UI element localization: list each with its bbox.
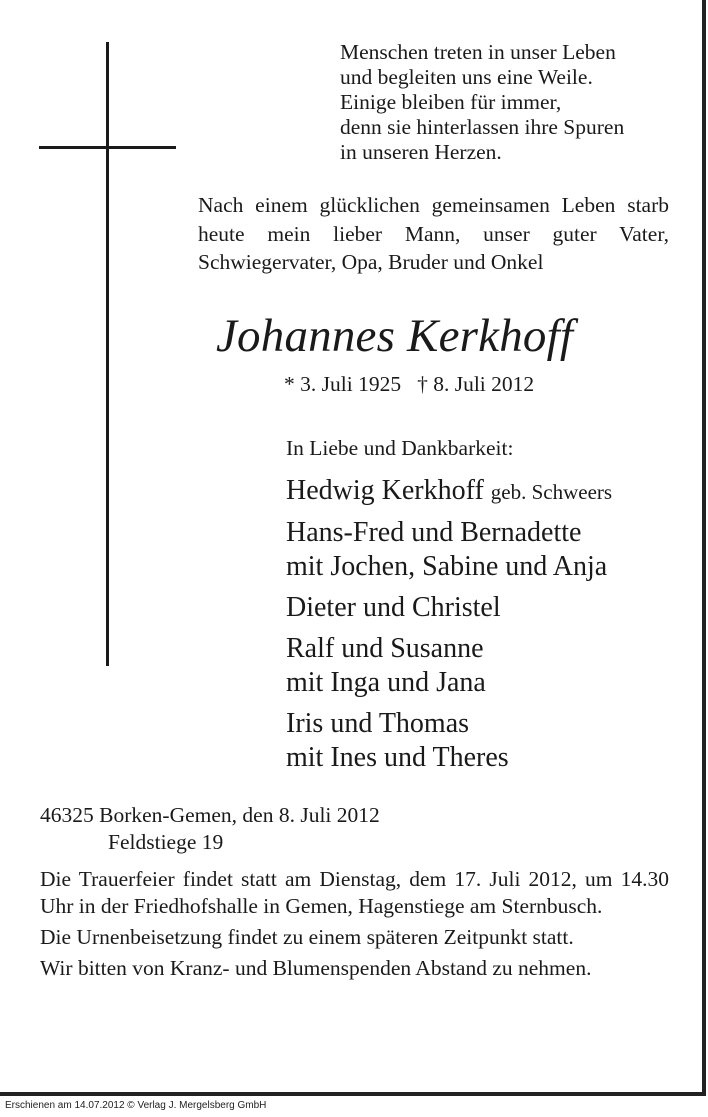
widow-nee: geb. Schweers — [490, 480, 613, 504]
mourner-group — [286, 707, 706, 775]
mourner-group — [286, 474, 706, 509]
mourners-heading: In Liebe und Dankbarkeit: — [286, 436, 514, 460]
publication-footer — [0, 1096, 708, 1117]
deceased-name: Johannes Kerkhoff — [216, 310, 574, 362]
mourner-group — [286, 516, 706, 584]
cross-icon-bar — [39, 146, 176, 149]
poem-line: denn sie hinterlassen ihre Spuren — [340, 115, 625, 139]
poem-line: und begleiten uns eine Weile. — [340, 65, 593, 89]
mourner-line: mit Jochen, Sabine und Anja — [286, 551, 608, 582]
note-paragraph: Die Trauerfeier findet statt am Dienstag, dem 17. Juli 2012, um 14.30 Uhr in der Friedhofshalle in Gemen, Hagenstiege am Sternbusch. — [40, 867, 669, 918]
cross-icon — [106, 42, 109, 666]
poem — [340, 40, 680, 165]
poem-line: Einige bleiben für immer, — [340, 90, 562, 114]
poem-line: Menschen treten in unser Leben — [340, 40, 616, 64]
life-dates — [284, 372, 534, 397]
mourner-group — [286, 632, 706, 700]
widow-name: Hedwig Kerkhoff — [286, 475, 484, 506]
mourner-line: Dieter und Christel — [286, 592, 501, 623]
place-date: 46325 Borken-Gemen, den 8. Juli 2012 — [40, 803, 380, 827]
poem-line: in unseren Herzen. — [340, 140, 502, 164]
widow-line — [286, 474, 706, 509]
mourner-line: Iris und Thomas — [286, 708, 470, 739]
intro-text: Nach einem glücklichen gemeinsamen Leben starb heute mein lieber Mann, unser guter Vater, Schwiegervater, Opa, Bruder und Onkel — [198, 193, 669, 274]
death-date: † 8. Juli 2012 — [417, 372, 535, 396]
mourner-line: Ralf und Susanne — [286, 633, 484, 664]
street: Feldstiege 19 — [108, 830, 224, 854]
birth-date: * 3. Juli 1925 — [284, 372, 402, 396]
mourner-line: Hans-Fred und Bernadette — [286, 517, 582, 548]
funeral-notes — [40, 866, 669, 986]
mourner-line: mit Inga und Jana — [286, 667, 486, 698]
mourner-line: mit Ines und Theres — [286, 742, 509, 773]
note-paragraph: Wir bitten von Kranz- und Blumenspenden Abstand zu nehmen. — [40, 956, 592, 980]
note-paragraph: Die Urnenbeisetzung findet zu einem späteren Zeitpunkt statt. — [40, 925, 574, 949]
mourners-list — [286, 474, 706, 782]
footer-text: Erschienen am 14.07.2012 © Verlag J. Mergelsberg GmbH — [5, 1100, 267, 1111]
mourner-group — [286, 591, 706, 625]
address-block — [40, 802, 380, 856]
